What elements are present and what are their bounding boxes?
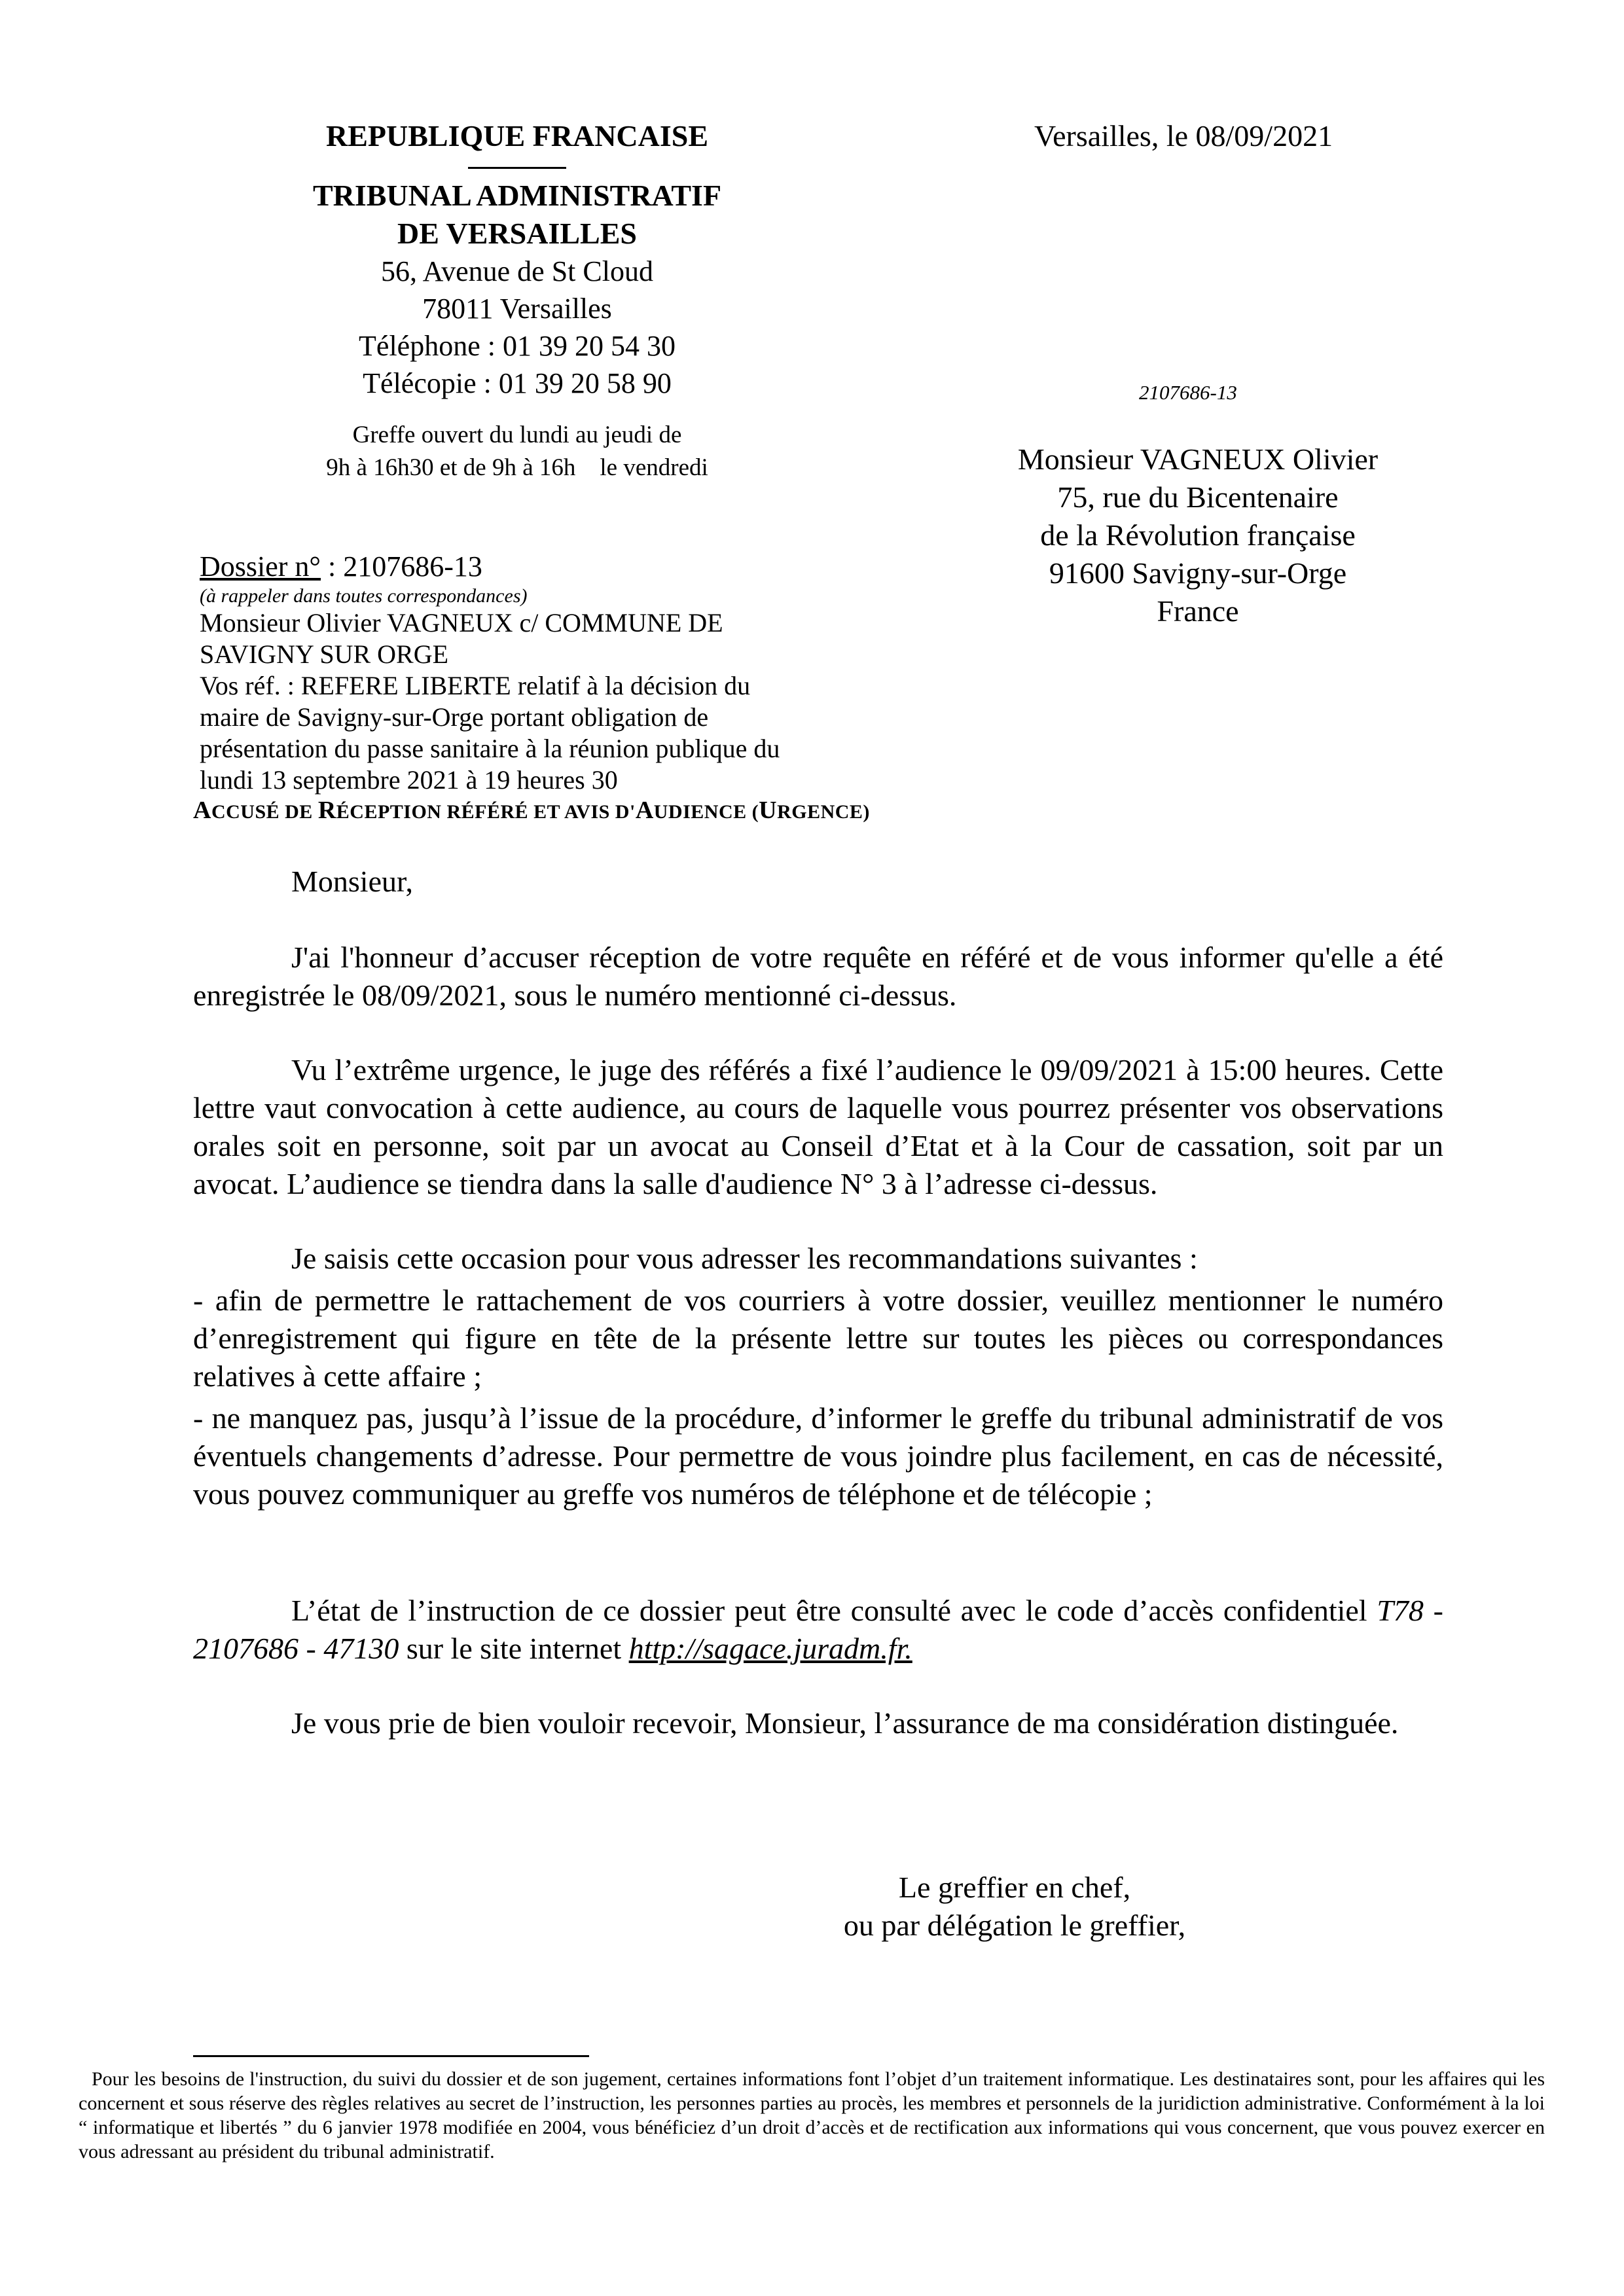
recommendations-intro: Je saisis cette occasion pour vous adresser les recommandations suivantes : (291, 1242, 1198, 1275)
your-ref-line4: lundi 13 septembre 2021 à 19 heures 30 (200, 765, 618, 795)
salutation: Monsieur, (291, 865, 413, 898)
signature-line2: ou par délégation le greffier, (843, 1909, 1186, 1942)
recipient-city: 91600 Savigny-sur-Orge (1049, 556, 1347, 590)
dossier-block (200, 548, 959, 796)
recommendation-item: - ne manquez pas, jusqu’à l’issue de la procédure, d’informer le greffe du tribunal administratif de vos éventuels changements d’adresse. Pour permettre de vous joindre plus facilement, en cas de nécessité, vous pouvez communiquer au greffe vos numéros de téléphone et de télécopie ; (193, 1401, 1443, 1511)
access-code: T78 - 2107686 - 47130 (193, 1594, 1444, 1665)
parties-line2: SAVIGNY SUR ORGE (200, 639, 449, 669)
office-hours (190, 419, 844, 484)
dossier-number-value: : 2107686-13 (321, 550, 482, 583)
court-name-line1: TRIBUNAL ADMINISTRATIF (312, 179, 722, 212)
letter-subject: ACCUSÉ DE RÉCEPTION RÉFÉRÉ ET AVIS D'AUDIENCE (URGENCE) (193, 797, 870, 824)
paragraph-acknowledgement: J'ai l'honneur d’accuser réception de votre requête en référé et de vous informer qu'elle a été enregistrée le 08/09/2021, sous le numéro mentionné ci-dessus. (193, 941, 1443, 1012)
recipient-country: France (1157, 594, 1239, 628)
paragraph-hearing: Vu l’extrême urgence, le juge des référés a fixé l’audience le 09/09/2021 à 15:00 heures. Cette lettre vaut convocation à cette audience, au cours de laquelle vous pourrez présenter vos observations orales soit en personne, soit par un avocat au Conseil d’Etat et à la Cour de cassation, soit par un avocat. L’audience se tiendra dans la salle d'audience N° 3 à l’adresse ci-dessus. (193, 1053, 1443, 1200)
court-header (190, 115, 844, 484)
paragraph-closing: Je vous prie de bien vouloir recevoir, Monsieur, l’assurance de ma considération distinguée. (291, 1706, 1399, 1740)
recommendations (193, 1240, 1443, 1513)
footnote-rule (193, 2055, 589, 2057)
recipient-street1: 75, rue du Bicentenaire (1057, 480, 1339, 514)
signature-block (785, 1869, 1244, 1945)
signature-line1: Le greffier en chef, (898, 1871, 1131, 1904)
header-separator (468, 167, 566, 169)
website-link[interactable]: http://sagace.juradm.fr. (628, 1632, 912, 1665)
dossier-label: Dossier n° (200, 550, 321, 583)
your-ref-line2: maire de Savigny-sur-Orge portant obligation de (200, 702, 709, 732)
recipient-name: Monsieur VAGNEUX Olivier (1017, 442, 1379, 476)
recipient-address (969, 440, 1427, 630)
dossier-number (200, 548, 959, 585)
letter-date: Versailles, le 08/09/2021 (1034, 119, 1333, 152)
recipient-street2: de la Révolution française (1040, 518, 1356, 552)
your-ref-line1: Vos réf. : REFERE LIBERTE relatif à la décision du (200, 671, 751, 700)
court-name-line2: DE VERSAILLES (397, 217, 638, 250)
republic-title: REPUBLIQUE FRANCAISE (325, 119, 709, 152)
letter-body (193, 863, 1443, 1742)
recommendation-item: - afin de permettre le rattachement de vos courriers à votre dossier, veuillez mentionner le numéro d’enregistrement qui figure en tête de la présente lettre sur toutes les pièces ou correspondances relatives à cette affaire ; (193, 1283, 1443, 1393)
paragraph-access-code: L’état de l’instruction de ce dossier peut être consulté avec le code d’accès confidentiel T78 - 2107686 - 47130 sur le site internet http://sagace.juradm.fr. (193, 1594, 1444, 1665)
court-fax: Télécopie : 01 39 20 58 90 (363, 367, 672, 399)
court-phone: Téléphone : 01 39 20 54 30 (359, 330, 676, 362)
office-hours-line1: Greffe ouvert du lundi au jeudi de (352, 422, 682, 448)
court-address-line1: 56, Avenue de St Cloud (381, 255, 653, 287)
dossier-note: (à rappeler dans toutes correspondances) (200, 585, 528, 607)
parties-line1: Monsieur Olivier VAGNEUX c/ COMMUNE DE (200, 608, 723, 637)
footnote: Pour les besoins de l'instruction, du suivi du dossier et de son jugement, certaines informations font l’objet d’un traitement informatique. Les destinataires sont, pour les affaires qui les concernent et sous réserve des règles relatives au secret de l’instruction, les personnes parties au procès, les membres et personnels de la juridiction administrative. Conformément à la loi “ informatique et libertés ” du 6 janvier 1978 modifiée en 2004, vous bénéficiez d’un droit d’accès et de rectification aux informations qui vous concernent, que vous pouvez exercer en vous adressant au président du tribunal administratif. (79, 2068, 1545, 2162)
office-hours-line2: 9h à 16h30 et de 9h à 16h le vendredi (326, 454, 708, 481)
your-ref-line3: présentation du passe sanitaire à la réunion publique du (200, 734, 780, 763)
court-address-line2: 78011 Versailles (422, 293, 612, 325)
case-reference-small: 2107686-13 (1139, 381, 1237, 404)
